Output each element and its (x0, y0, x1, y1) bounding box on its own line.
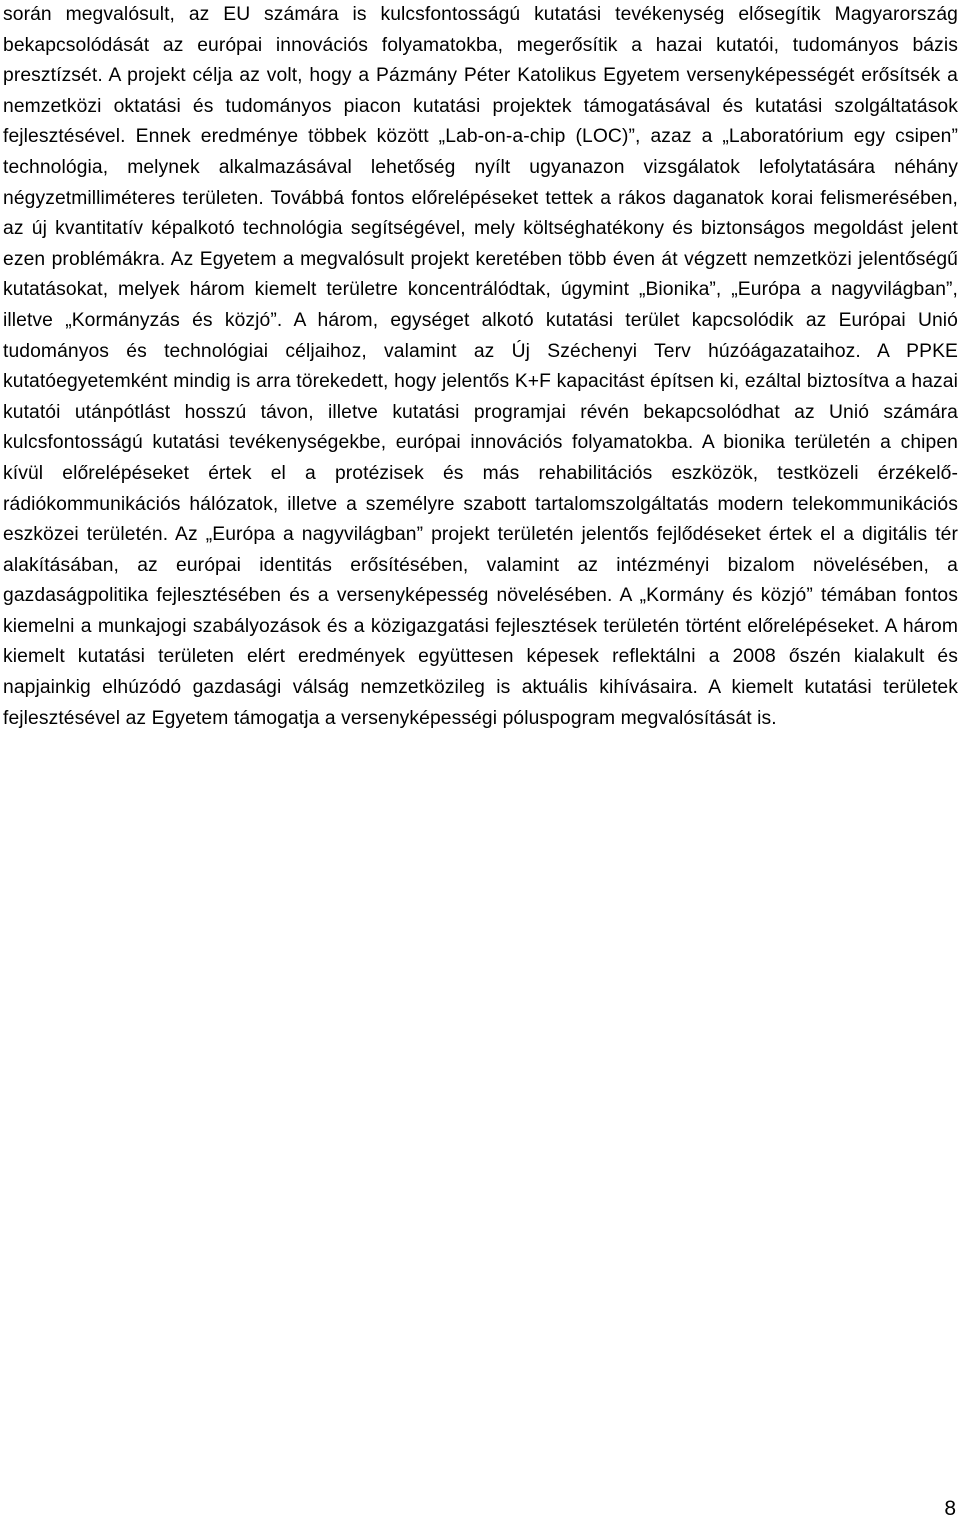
page-number: 8 (944, 1497, 956, 1520)
body-paragraph: során megvalósult, az EU számára is kulcsfontosságú kutatási tevékenység elősegítik Magyarország bekapcsolódását az európai innovációs folyamatokba, megerősítik a hazai kutatói, tudományos bázis presztízsét. A projekt célja az volt, hogy a Pázmány Péter Katolikus Egyetem versenyképességét erősítsék a nemzetközi oktatási és tudományos piacon kutatási projektek támogatásával és kutatási szolgáltatások fejlesztésével. Ennek eredménye többek között „Lab-on-a-chip (LOC)”, azaz a „Laboratórium egy csipen” technológia, melynek alkalmazásával lehetőség nyílt ugyanazon vizsgálatok lefolytatására néhány négyzetmilliméteres területen. Továbbá fontos előrelépéseket tettek a rákos daganatok korai felismerésében, az új kvantitatív képalkotó technológia segítségével, mely költséghatékony és biztonságos megoldást jelent ezen problémákra. Az Egyetem a megvalósult projekt keretében több éven át végzett nemzetközi jelentőségű kutatásokat, melyek három kiemelt területre koncentrálódtak, úgymint „Bionika”, „Európa a nagyvilágban”, illetve „Kormányzás és közjó”. A három, egységet alkotó kutatási terület kapcsolódik az Európai Unió tudományos és technológiai céljaihoz, valamint az Új Széchenyi Terv húzóágazataihoz. A PPKE kutatóegyetemként mindig is arra törekedett, hogy jelentős K+F kapacitást építsen ki, ezáltal biztosítva a hazai kutatói utánpótlást hosszú távon, illetve kutatási programjai révén bekapcsolódhat az Unió számára kulcsfontosságú kutatási tevékenységekbe, európai innovációs folyamatokba. A bionika területén a chipen kívül előrelépéseket értek el a protézisek és más rehabilitációs eszközök, testközeli érzékelő-rádiókommunikációs hálózatok, illetve a személyre szabott tartalomszolgáltatás modern telekommunikációs eszközei területén. Az „Európa a nagyvilágban” projekt területén jelentős fejlődéseket értek el a digitális tér alakításában, az európai identitás erősítésében, valamint az intézményi bizalom növelésében, a gazdaságpolitika fejlesztésében és a versenyképesség növelésében. A „Kormány és közjó” témában fontos kiemelni a munkajogi szabályozások és a közigazgatási fejlesztések területén történt előrelépéseket. A három kiemelt kutatási területen elért eredmények együttesen képesek reflektálni a 2008 őszén kialakult és napjainkig elhúzódó gazdasági válság nemzetközileg is aktuális kihívásaira. A kiemelt kutatási területek fejlesztésével az Egyetem támogatja a versenyképességi póluspogram megvalósítását is. (3, 4, 958, 729)
